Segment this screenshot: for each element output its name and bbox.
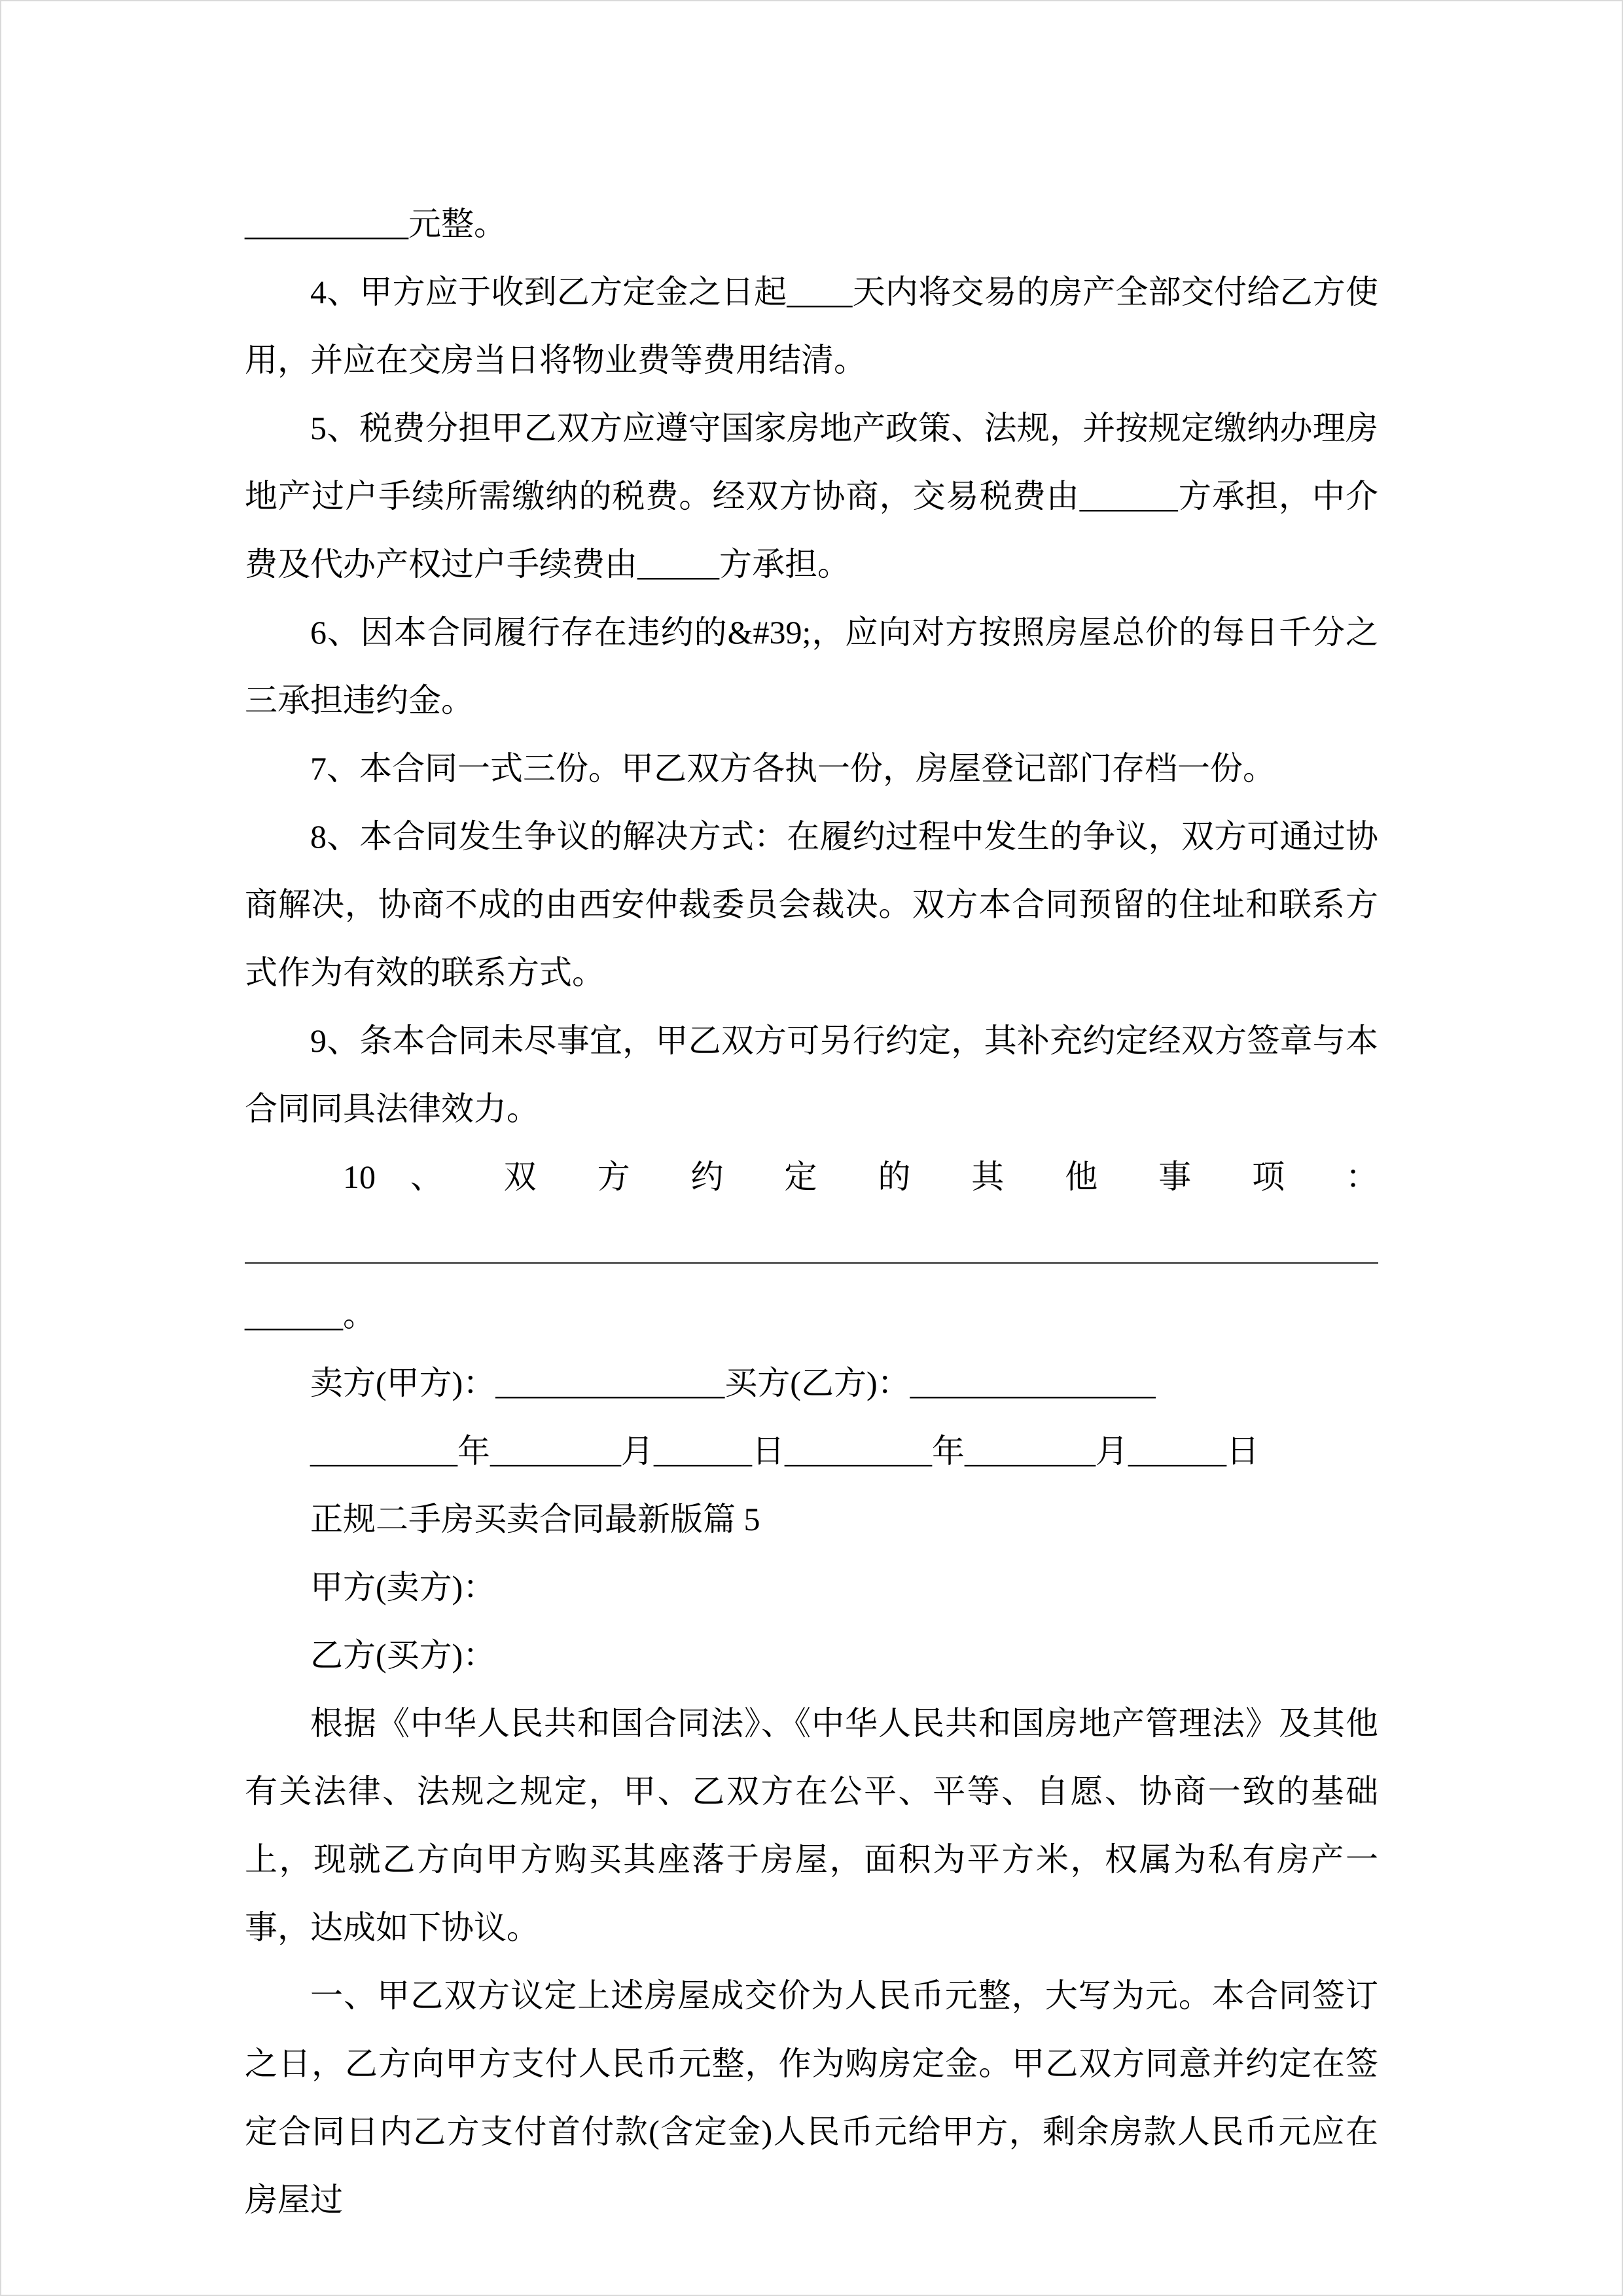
clause-5-taxes: 5、税费分担甲乙双方应遵守国家房地产政策、法规，并按规定缴纳办理房地产过户手续所需缴纳的税费。经双方协商，交易税费由______方承担，中介费及代办产权过户手续费由_____方承担。 xyxy=(245,410,1378,583)
party-b-buyer-line: 乙方(买方)： xyxy=(310,1637,496,1674)
blank-amount-continuation-line: __________元整。 xyxy=(245,206,507,242)
section-title-part-5: 正规二手房买卖合同最新版篇 5 xyxy=(310,1501,760,1537)
date-line: _________年________月______日_________年________月______日 xyxy=(310,1433,1259,1469)
clause-7-copies: 7、本合同一式三份。甲乙双方各执一份，房屋登记部门存档一份。 xyxy=(310,750,1275,787)
clause-6-breach-penalty: 6、因本合同履行存在违约的&#39;，应向对方按照房屋总价的每日千分之三承担违约金。 xyxy=(245,614,1378,719)
clause-10-other-matters: 10 、 双 方 约 定 的 其 他 事 项 ： xyxy=(343,1158,1378,1195)
preamble-paragraph: 根据《中华人民共和国合同法》、《中华人民共和国房地产管理法》及其他有关法律、法规之规定，甲、乙双方在公平、平等、自愿、协商一致的基础上，现就乙方向甲方购买其座落于房屋，面积为平方米，权属为私有房产一事，达成如下协议。 xyxy=(245,1705,1378,1946)
contract-page xyxy=(1,1,1622,2295)
signature-line: 卖方(甲方)：______________买方(乙方)：_______________ xyxy=(310,1365,1156,1401)
party-a-seller-line: 甲方(卖方)： xyxy=(310,1569,496,1605)
clause-8-dispute-resolution: 8、本合同发生争议的解决方式：在履约过程中发生的争议，双方可通过协商解决，协商不成的由西安仲裁委员会裁决。双方本合同预留的住址和联系方式作为有效的联系方式。 xyxy=(245,818,1378,991)
fill-in-rule-line xyxy=(245,1211,1378,1264)
clause-4-delivery: 4、甲方应于收到乙方定金之日起____天内将交易的房产全部交付给乙方使用，并应在交房当日将物业费等费用结清。 xyxy=(245,274,1378,378)
blank-end-line: ______。 xyxy=(245,1297,376,1333)
clause-1-price-payment: 一、甲乙双方议定上述房屋成交价为人民币元整，大写为元。本合同签订之日，乙方向甲方支付人民币元整，作为购房定金。甲乙双方同意并约定在签定合同日内乙方支付首付款(含定金)人民币元给甲方，剩余房款人民币元应在房屋过 xyxy=(245,1977,1378,2218)
clause-9-supplementary: 9、条本合同未尽事宜，甲乙双方可另行约定，其补充约定经双方签章与本合同同具法律效力。 xyxy=(245,1022,1378,1127)
